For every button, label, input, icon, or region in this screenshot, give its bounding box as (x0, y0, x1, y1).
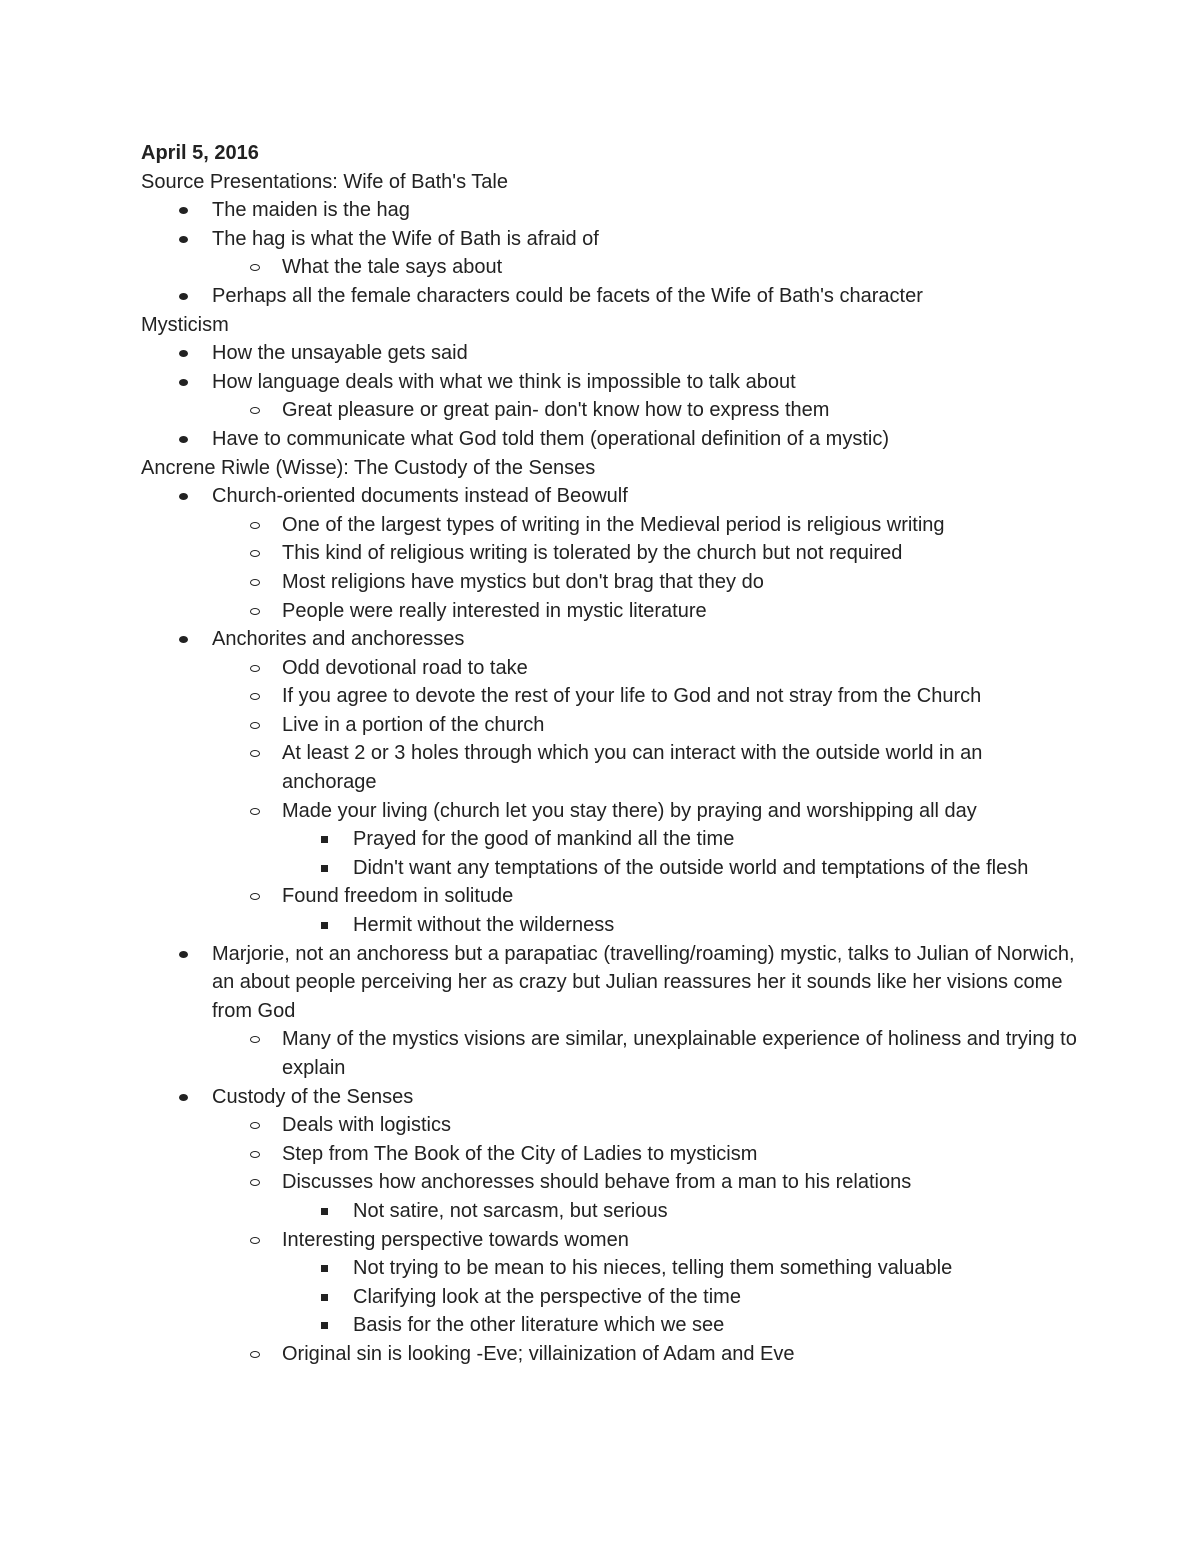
square-bullet-icon (321, 865, 328, 872)
document-page (141, 139, 1081, 1369)
outline-item-level-2 (141, 253, 1081, 282)
outline-item-level-2 (141, 1168, 1081, 1197)
outline-item-level-2 (141, 797, 1081, 826)
outline-item-level-1 (141, 625, 1081, 654)
outline-item-level-3 (141, 911, 1081, 940)
filled-bullet-icon (179, 236, 188, 243)
outline-item-level-1 (141, 225, 1081, 254)
outline-text: How language deals with what we think is impossible to talk about (212, 370, 796, 393)
outline-text: The maiden is the hag (212, 199, 410, 222)
outline-text: Not trying to be mean to his nieces, telling them something valuable (353, 1257, 953, 1280)
outline-item-level-2 (141, 1340, 1081, 1369)
outline-item-level-1 (141, 368, 1081, 397)
outline-text: Marjorie, not an anchoress but a parapatiac (travelling/roaming) mystic, talks to Julian of Norwich, an about people perceiving her as crazy but Julian reassures her it sounds like her visions come from God (212, 942, 1075, 1022)
outline-list (141, 168, 1081, 1369)
outline-text: Perhaps all the female characters could be facets of the Wife of Bath's character (212, 284, 923, 307)
outline-item-level-2 (141, 1025, 1081, 1082)
outline-item-level-2 (141, 1226, 1081, 1255)
square-bullet-icon (321, 836, 328, 843)
outline-text: Basis for the other literature which we see (353, 1314, 725, 1337)
outline-item-level-2 (141, 1140, 1081, 1169)
hollow-bullet-icon (250, 693, 260, 700)
outline-text: Source Presentations: Wife of Bath's Tale (141, 170, 508, 193)
outline-text: Anchorites and anchoresses (212, 628, 465, 651)
hollow-bullet-icon (250, 550, 260, 557)
outline-text: Discusses how anchoresses should behave from a man to his relations (282, 1171, 912, 1194)
outline-item-level-1 (141, 196, 1081, 225)
filled-bullet-icon (179, 207, 188, 214)
hollow-bullet-icon (250, 893, 260, 900)
hollow-bullet-icon (250, 1351, 260, 1358)
outline-text: Great pleasure or great pain- don't know how to express them (282, 399, 830, 422)
square-bullet-icon (321, 1208, 328, 1215)
outline-item-level-2 (141, 882, 1081, 911)
outline-item-level-1 (141, 940, 1081, 1026)
outline-text: Ancrene Riwle (Wisse): The Custody of the Senses (141, 456, 596, 479)
square-bullet-icon (321, 1265, 328, 1272)
hollow-bullet-icon (250, 808, 260, 815)
outline-text: Not satire, not sarcasm, but serious (353, 1199, 668, 1222)
outline-text: What the tale says about (282, 256, 503, 279)
outline-item-level-1 (141, 1083, 1081, 1112)
filled-bullet-icon (179, 379, 188, 386)
outline-item-level-3 (141, 825, 1081, 854)
outline-text: Interesting perspective towards women (282, 1228, 629, 1251)
outline-item-level-2 (141, 654, 1081, 683)
outline-item-level-3 (141, 1197, 1081, 1226)
section-heading (141, 168, 1081, 197)
outline-item-level-2 (141, 396, 1081, 425)
square-bullet-icon (321, 922, 328, 929)
hollow-bullet-icon (250, 722, 260, 729)
hollow-bullet-icon (250, 608, 260, 615)
outline-item-level-2 (141, 1111, 1081, 1140)
outline-text: Made your living (church let you stay there) by praying and worshipping all day (282, 799, 977, 822)
outline-item-level-2 (141, 739, 1081, 796)
outline-text: Many of the mystics visions are similar, unexplainable experience of holiness and trying to explain (282, 1028, 1077, 1079)
outline-text: Have to communicate what God told them (operational definition of a mystic) (212, 427, 889, 450)
outline-text: At least 2 or 3 holes through which you can interact with the outside world in an anchorage (282, 742, 983, 794)
document-date: April 5, 2016 (141, 142, 259, 164)
outline-text: How the unsayable gets said (212, 342, 468, 365)
outline-item-level-1 (141, 339, 1081, 368)
outline-text: The hag is what the Wife of Bath is afraid of (212, 227, 599, 250)
outline-text: Hermit without the wilderness (353, 914, 615, 937)
outline-text: Custody of the Senses (212, 1085, 414, 1108)
outline-item-level-2 (141, 539, 1081, 568)
outline-text: Step from The Book of the City of Ladies to mysticism (282, 1142, 758, 1165)
outline-item-level-2 (141, 597, 1081, 626)
outline-item-level-1 (141, 425, 1081, 454)
filled-bullet-icon (179, 436, 188, 443)
outline-text: Didn't want any temptations of the outside world and temptations of the flesh (353, 856, 1029, 879)
outline-text: Deals with logistics (282, 1114, 451, 1137)
outline-text: Most religions have mystics but don't brag that they do (282, 570, 764, 593)
outline-text: Live in a portion of the church (282, 713, 545, 736)
outline-text: People were really interested in mystic literature (282, 599, 707, 622)
hollow-bullet-icon (250, 1122, 260, 1129)
hollow-bullet-icon (250, 1151, 260, 1158)
outline-item-level-2 (141, 511, 1081, 540)
outline-item-level-3 (141, 1311, 1081, 1340)
square-bullet-icon (321, 1322, 328, 1329)
outline-text: This kind of religious writing is tolerated by the church but not required (282, 542, 903, 565)
outline-text: Prayed for the good of mankind all the time (353, 828, 735, 851)
hollow-bullet-icon (250, 665, 260, 672)
section-heading (141, 454, 1081, 483)
outline-text: Mysticism (141, 313, 229, 336)
hollow-bullet-icon (250, 750, 260, 757)
outline-text: Original sin is looking -Eve; villainization of Adam and Eve (282, 1342, 795, 1365)
outline-text: Found freedom in solitude (282, 885, 514, 908)
filled-bullet-icon (179, 951, 188, 958)
hollow-bullet-icon (250, 1237, 260, 1244)
outline-item-level-3 (141, 854, 1081, 883)
outline-text: Clarifying look at the perspective of the time (353, 1285, 741, 1308)
hollow-bullet-icon (250, 264, 260, 271)
hollow-bullet-icon (250, 407, 260, 414)
outline-text: Odd devotional road to take (282, 656, 528, 679)
outline-item-level-2 (141, 568, 1081, 597)
square-bullet-icon (321, 1294, 328, 1301)
outline-item-level-3 (141, 1283, 1081, 1312)
outline-item-level-1 (141, 282, 1081, 311)
outline-item-level-3 (141, 1254, 1081, 1283)
filled-bullet-icon (179, 1094, 188, 1101)
hollow-bullet-icon (250, 1036, 260, 1043)
hollow-bullet-icon (250, 522, 260, 529)
outline-text: If you agree to devote the rest of your life to God and not stray from the Church (282, 685, 982, 708)
section-heading (141, 311, 1081, 340)
hollow-bullet-icon (250, 579, 260, 586)
filled-bullet-icon (179, 293, 188, 300)
outline-item-level-2 (141, 682, 1081, 711)
outline-item-level-2 (141, 711, 1081, 740)
filled-bullet-icon (179, 493, 188, 500)
outline-item-level-1 (141, 482, 1081, 511)
outline-text: Church-oriented documents instead of Beowulf (212, 485, 628, 508)
filled-bullet-icon (179, 636, 188, 643)
outline-text: One of the largest types of writing in the Medieval period is religious writing (282, 513, 945, 536)
hollow-bullet-icon (250, 1179, 260, 1186)
filled-bullet-icon (179, 350, 188, 357)
